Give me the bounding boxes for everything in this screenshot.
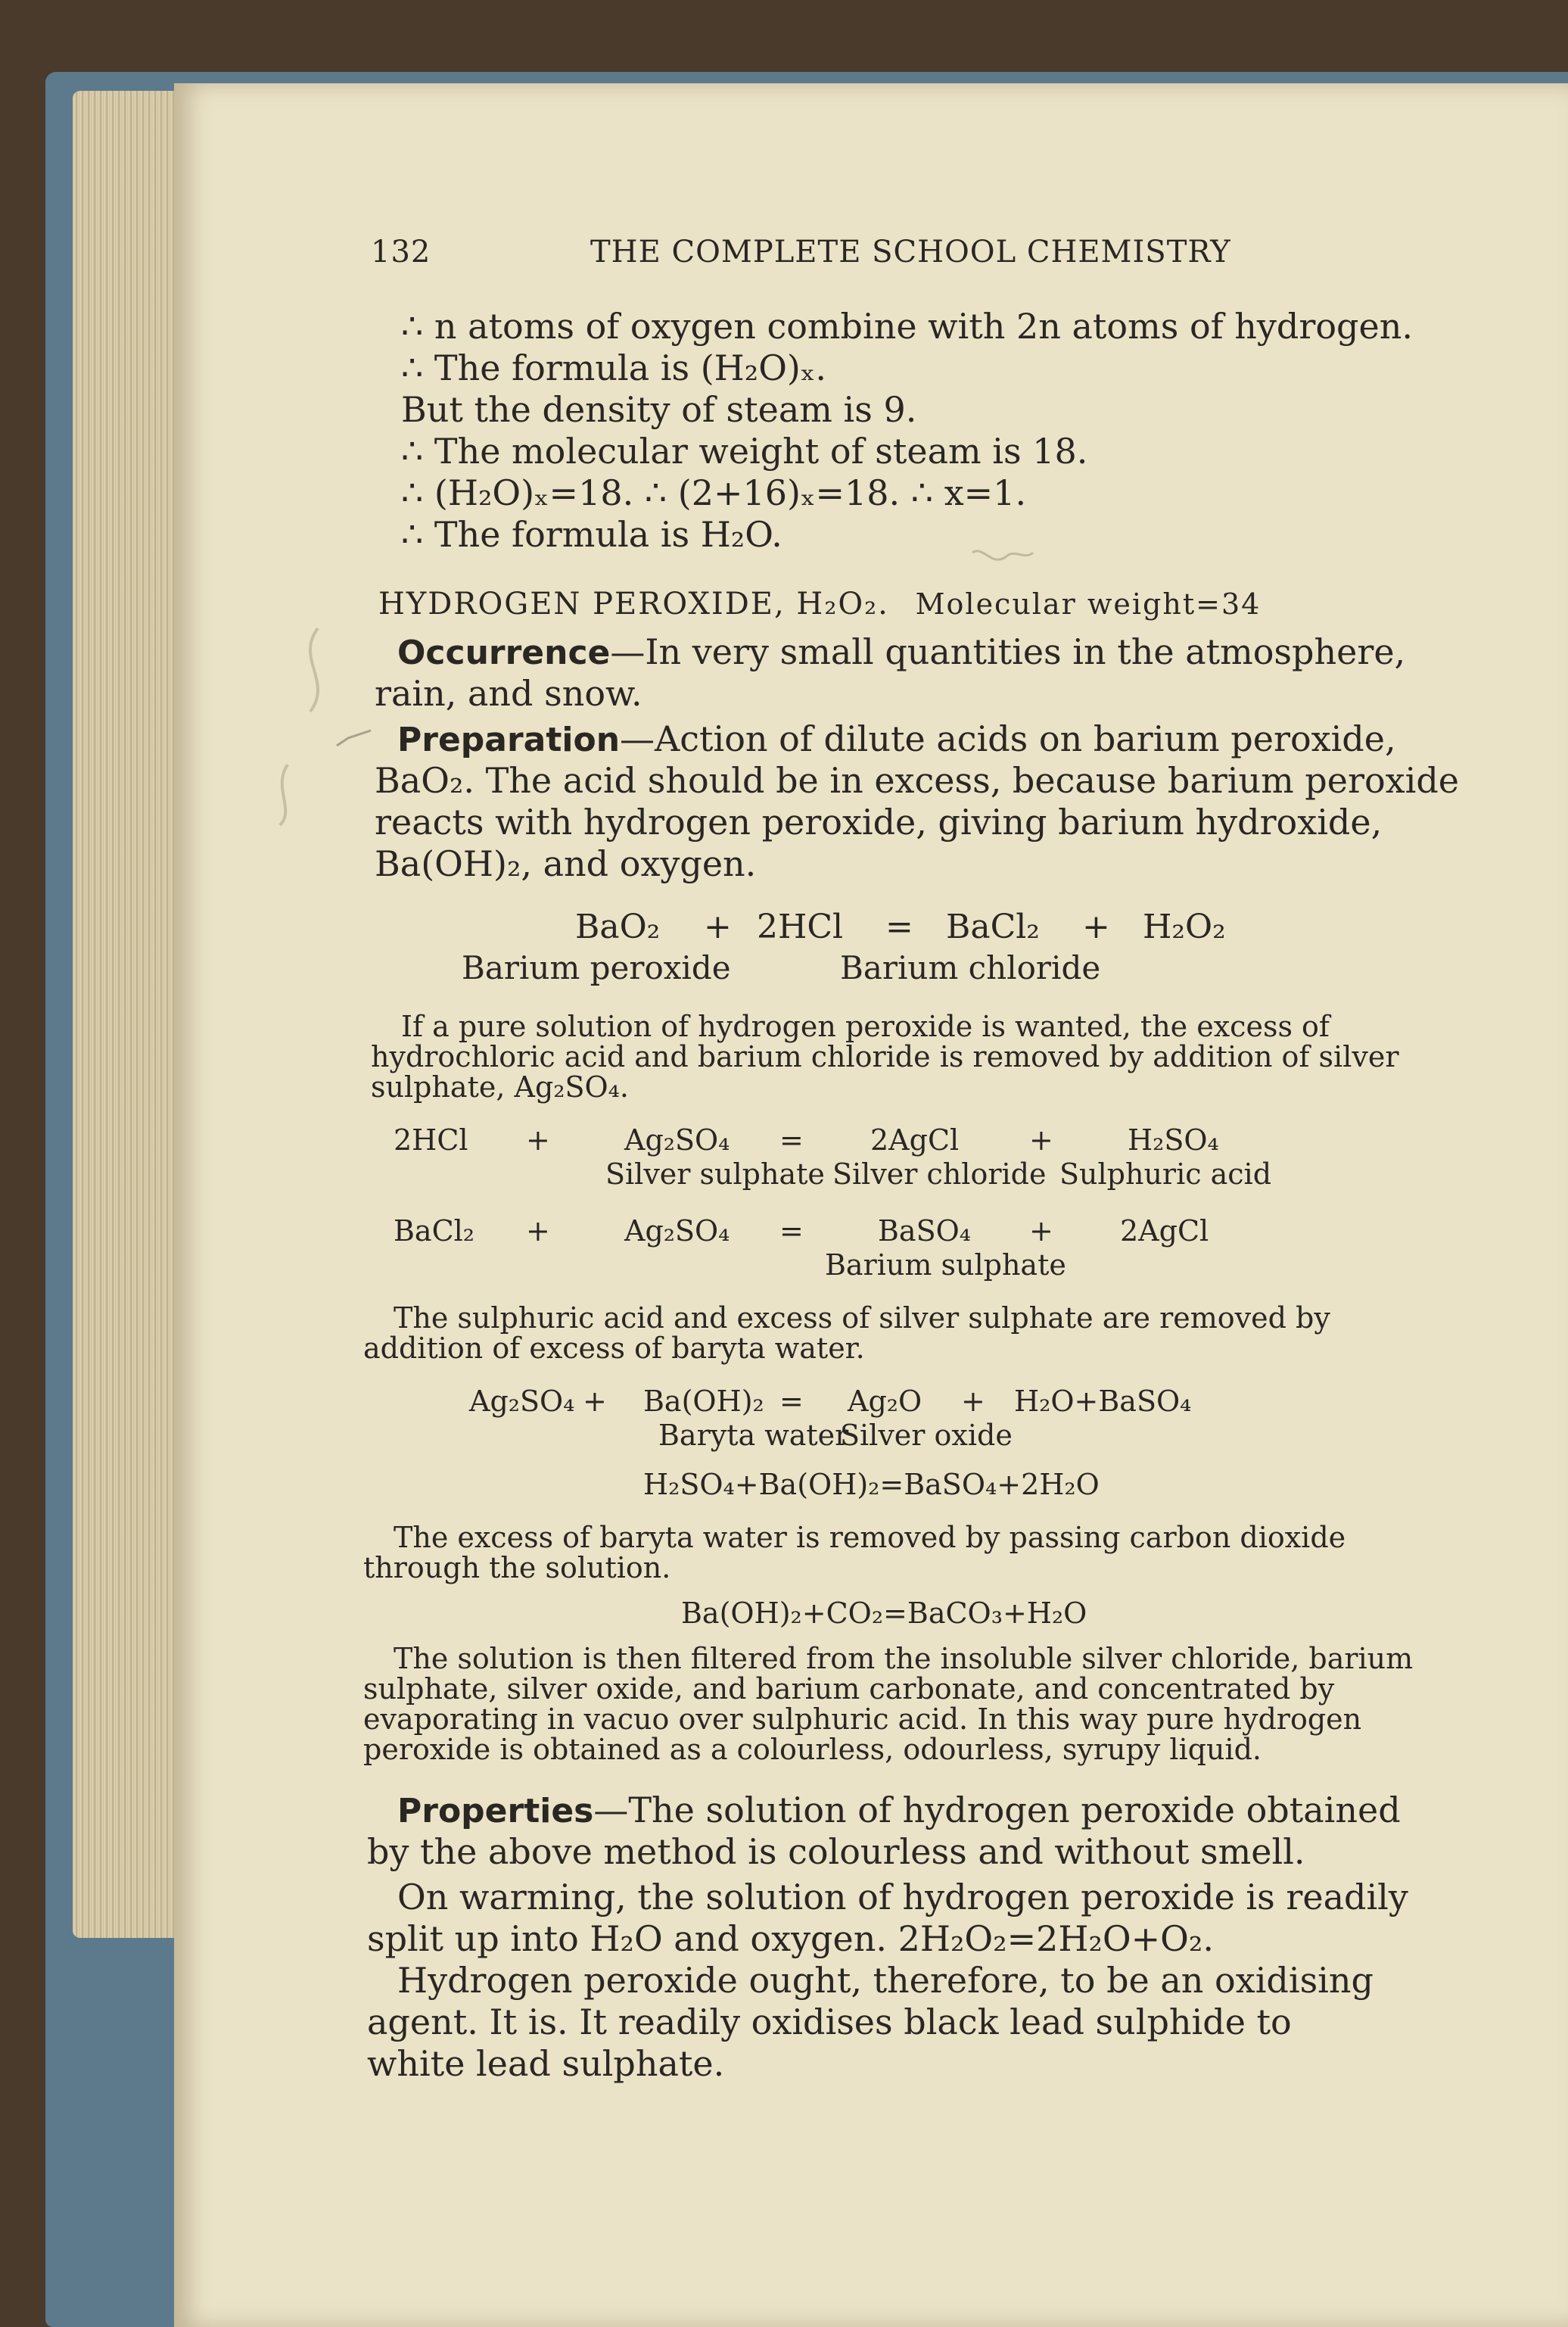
eq-name: Silver sulphate xyxy=(605,1157,825,1191)
intro-line: ∴ The formula is H₂O. xyxy=(401,514,782,555)
preparation-label: Preparation xyxy=(397,721,621,759)
pencil-scribble-icon xyxy=(969,537,1037,575)
equation-1 xyxy=(356,908,1430,950)
silver-para-line: sulphate, Ag₂SO₄. xyxy=(371,1070,629,1104)
properties-line xyxy=(397,1790,1401,1831)
intro-line: But the density of steam is 9. xyxy=(401,389,917,430)
equation-4 xyxy=(356,1385,1430,1419)
preparation-line: reacts with hydrogen peroxide, giving barium hydroxide, xyxy=(375,802,1383,843)
preparation-text: —Action of dilute acids on barium peroxide, xyxy=(620,718,1396,759)
eq-term: + xyxy=(526,1214,550,1248)
eq-name: Sulphuric acid xyxy=(1059,1157,1272,1191)
equation-5: H₂SO₄+Ba(OH)₂=BaSO₄+2H₂O xyxy=(643,1468,1100,1501)
intro-line: ∴ The formula is (H₂O)ₓ. xyxy=(401,347,826,388)
eq-term: 2AgCl xyxy=(870,1123,960,1157)
eq-name: Barium chloride xyxy=(840,949,1101,986)
silver-para-line: If a pure solution of hydrogen peroxide is wanted, the excess of xyxy=(401,1010,1330,1043)
occurrence-line: rain, and snow. xyxy=(375,673,642,714)
eq-term: Ag₂O xyxy=(848,1385,922,1418)
intro-line: ∴ n atoms of oxygen combine with 2n atoms of hydrogen. xyxy=(401,306,1413,347)
eq-term: = xyxy=(885,908,913,946)
preparation-line: BaO₂. The acid should be in excess, because barium peroxide xyxy=(375,760,1459,801)
eq-name: Silver oxide xyxy=(840,1419,1013,1452)
intro-line: ∴ The molecular weight of steam is 18. xyxy=(401,431,1088,472)
eq-term: H₂SO₄ xyxy=(1128,1123,1219,1157)
occurrence-label: Occurrence xyxy=(397,634,611,672)
eq-term: + xyxy=(961,1385,985,1418)
running-title: THE COMPLETE SCHOOL CHEMISTRY xyxy=(590,235,1231,269)
co2-para-line: through the solution. xyxy=(363,1551,671,1584)
properties-line: by the above method is colourless and without smell. xyxy=(367,1831,1305,1872)
occurrence-line xyxy=(397,632,1405,673)
eq-term: Ba(OH)₂ xyxy=(643,1385,764,1418)
eq-term: Ag₂SO₄ xyxy=(624,1214,730,1248)
equation-3 xyxy=(356,1215,1430,1249)
baryta-para-line: addition of excess of baryta water. xyxy=(363,1332,865,1365)
eq-term: Ag₂SO₄ xyxy=(624,1123,730,1157)
equation-1-names xyxy=(356,950,1430,992)
check-mark-icon xyxy=(333,727,378,757)
silver-para-line: hydrochloric acid and barium chloride is removed by addition of silver xyxy=(371,1040,1399,1073)
eq-term: + xyxy=(583,1385,607,1418)
warming-line: On warming, the solution of hydrogen peroxide is readily xyxy=(397,1877,1408,1917)
properties-text: —The solution of hydrogen peroxide obtained xyxy=(593,1790,1401,1830)
eq-term: + xyxy=(1029,1123,1053,1157)
properties-label: Properties xyxy=(397,1792,594,1830)
co2-para-line: The excess of baryta water is removed by passing carbon dioxide xyxy=(394,1521,1346,1554)
eq-name: Barium peroxide xyxy=(462,949,731,986)
equation-2-names xyxy=(356,1158,1430,1192)
eq-name: Barium sulphate xyxy=(825,1248,1066,1282)
eq-term: + xyxy=(1029,1214,1053,1248)
eq-term: + xyxy=(526,1123,550,1157)
molecular-weight: Molecular weight=34 xyxy=(915,587,1262,621)
preparation-line xyxy=(397,719,1396,760)
filter-para-line: peroxide is obtained as a colourless, odourless, syrupy liquid. xyxy=(363,1733,1262,1766)
section-heading xyxy=(378,587,1261,621)
eq-name: Silver chloride xyxy=(832,1157,1047,1191)
preparation-line: Ba(OH)₂, and oxygen. xyxy=(375,843,757,884)
oxidising-line: Hydrogen peroxide ought, therefore, to be an oxidising xyxy=(397,1960,1374,2001)
section-title: HYDROGEN PEROXIDE, H₂O₂. xyxy=(378,587,889,621)
equation-2 xyxy=(356,1124,1430,1158)
oxidising-line: agent. It is. It readily oxidises black lead sulphide to xyxy=(367,2001,1292,2042)
running-header xyxy=(356,235,1430,280)
eq-term: BaCl₂ xyxy=(394,1214,475,1248)
eq-term: 2HCl xyxy=(394,1123,468,1157)
oxidising-line: white lead sulphate. xyxy=(367,2043,725,2084)
filter-para-line: sulphate, silver oxide, and barium carbonate, and concentrated by xyxy=(363,1672,1335,1706)
eq-term: + xyxy=(1082,908,1110,946)
equation-4-names xyxy=(356,1419,1430,1453)
eq-term: BaO₂ xyxy=(575,908,661,946)
eq-name: Baryta water xyxy=(658,1419,849,1452)
page-number: 132 xyxy=(371,235,431,269)
eq-term: 2HCl xyxy=(757,908,844,946)
intro-line: ∴ (H₂O)ₓ=18. ∴ (2+16)ₓ=18. ∴ x=1. xyxy=(401,472,1027,513)
eq-term: H₂O₂ xyxy=(1143,908,1226,946)
eq-term: BaCl₂ xyxy=(946,908,1040,946)
occurrence-text: —In very small quantities in the atmosphere, xyxy=(610,631,1406,672)
eq-term: = xyxy=(779,1385,804,1418)
eq-term: 2AgCl xyxy=(1120,1214,1209,1248)
book-page xyxy=(174,83,1568,2327)
baryta-para-line: The sulphuric acid and excess of silver sulphate are removed by xyxy=(394,1301,1330,1335)
page-text xyxy=(356,83,1459,2127)
filter-para-line: The solution is then filtered from the insoluble silver chloride, barium xyxy=(394,1642,1414,1675)
warming-line: split up into H₂O and oxygen. 2H₂O₂=2H₂O+O₂. xyxy=(367,1918,1214,1959)
equation-6: Ba(OH)₂+CO₂=BaCO₃+H₂O xyxy=(681,1597,1087,1630)
eq-term: H₂O+BaSO₄ xyxy=(1014,1385,1192,1418)
filter-para-line: evaporating in vacuo over sulphuric acid. In this way pure hydrogen xyxy=(363,1702,1362,1736)
equation-3-names xyxy=(356,1249,1430,1283)
eq-term: BaSO₄ xyxy=(878,1214,971,1248)
eq-term: + xyxy=(704,908,732,946)
eq-term: = xyxy=(779,1214,804,1248)
eq-term: = xyxy=(779,1123,804,1157)
eq-term: Ag₂SO₄ xyxy=(469,1385,575,1418)
